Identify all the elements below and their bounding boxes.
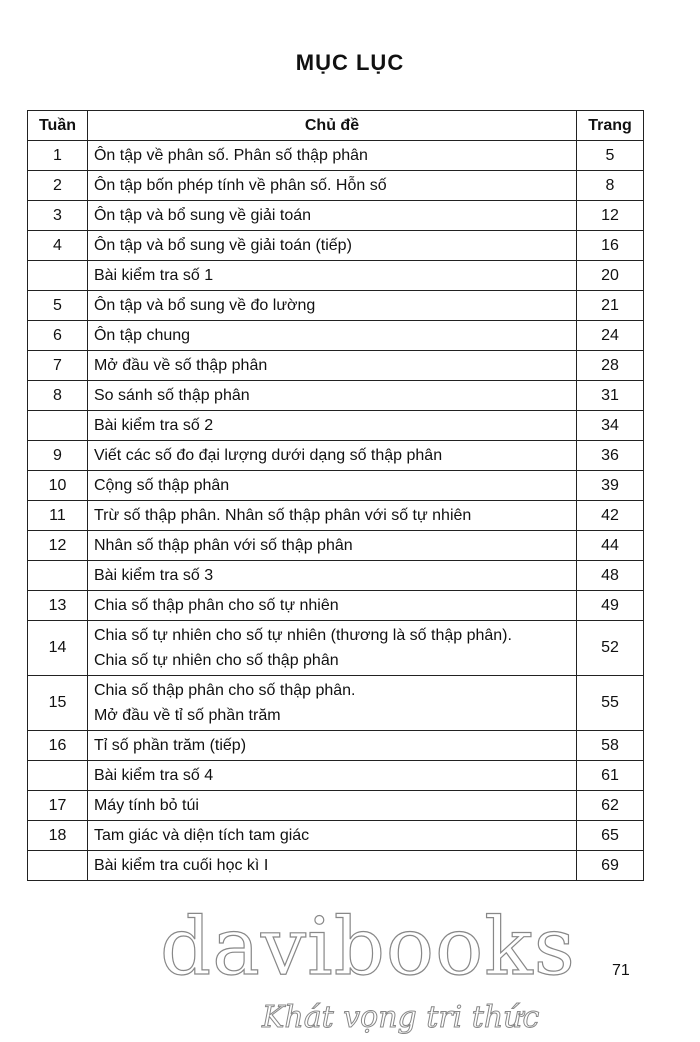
table-row: [28, 821, 644, 851]
table-row: [28, 531, 644, 561]
page-cell: 20: [577, 261, 644, 291]
topic-line: So sánh số thập phân: [93, 387, 250, 404]
topic-cell: [87, 501, 576, 531]
watermark-logo: davibooks: [160, 900, 576, 993]
page-title: MỤC LỤC: [295, 50, 405, 75]
topic-cell: [87, 381, 576, 411]
week-cell: [28, 851, 88, 881]
topic-line: Mở đầu về số thập phân: [93, 357, 268, 374]
topic-line: Bài kiểm tra cuối học kì I: [93, 857, 269, 874]
page-cell: 21: [577, 291, 644, 321]
topic-cell: [87, 761, 576, 791]
week-cell: 6: [28, 321, 88, 351]
table-row: [28, 501, 644, 531]
page-cell: 34: [577, 411, 644, 441]
topic-cell: [87, 441, 576, 471]
topic-cell: [87, 676, 576, 731]
week-cell: 16: [28, 731, 88, 761]
week-cell: 14: [28, 621, 88, 676]
week-cell: 12: [28, 531, 88, 561]
page-cell: 55: [577, 676, 644, 731]
page-cell: 16: [577, 231, 644, 261]
topic-line: Viết các số đo đại lượng dưới dạng số thập phân: [93, 447, 443, 464]
topic-cell: [87, 791, 576, 821]
topic-cell: [87, 531, 576, 561]
topic-line: Ôn tập về phân số. Phân số thập phân: [93, 147, 368, 164]
page-cell: 36: [577, 441, 644, 471]
header-row: [28, 111, 644, 141]
week-cell: 3: [28, 201, 88, 231]
table-row: [28, 231, 644, 261]
topic-cell: [87, 171, 576, 201]
topic-line: Ôn tập chung: [93, 327, 191, 344]
week-cell: 17: [28, 791, 88, 821]
page-cell: 8: [577, 171, 644, 201]
week-cell: 10: [28, 471, 88, 501]
page-cell: 65: [577, 821, 644, 851]
page-cell: 69: [577, 851, 644, 881]
topic-cell: [87, 561, 576, 591]
topic-line: Chia số tự nhiên cho số thập phân: [93, 652, 339, 669]
week-cell: 9: [28, 441, 88, 471]
week-cell: 2: [28, 171, 88, 201]
topic-line: Chia số thập phân cho số thập phân.: [93, 682, 356, 699]
page-cell: 24: [577, 321, 644, 351]
page-cell: 62: [577, 791, 644, 821]
page-cell: 48: [577, 561, 644, 591]
week-cell: [28, 561, 88, 591]
topic-line: Nhân số thập phân với số thập phân: [93, 537, 353, 554]
table-row: [28, 201, 644, 231]
topic-cell: [87, 291, 576, 321]
week-cell: [28, 761, 88, 791]
table-of-contents: [27, 110, 644, 881]
topic-line: Chia số tự nhiên cho số tự nhiên (thương là số thập phân).: [93, 627, 512, 644]
toc-body: [28, 141, 644, 881]
topic-cell: [87, 621, 576, 676]
week-cell: [28, 261, 88, 291]
topic-cell: [87, 731, 576, 761]
watermark-slogan: Khát vọng tri thức: [262, 1000, 540, 1035]
header-week: Tuần: [28, 111, 88, 141]
topic-line: Ôn tập và bổ sung về giải toán: [93, 207, 312, 224]
table-row: [28, 261, 644, 291]
topic-line: Máy tính bỏ túi: [93, 797, 199, 814]
page-cell: 39: [577, 471, 644, 501]
page-cell: 28: [577, 351, 644, 381]
page-cell: 12: [577, 201, 644, 231]
table-row: [28, 621, 644, 676]
table-row: [28, 591, 644, 621]
page-cell: 49: [577, 591, 644, 621]
topic-cell: [87, 141, 576, 171]
topic-cell: [87, 321, 576, 351]
table-row: [28, 321, 644, 351]
header-topic: Chủ đề: [87, 111, 576, 141]
topic-line: Bài kiểm tra số 4: [93, 767, 214, 784]
table-row: [28, 351, 644, 381]
table-row: [28, 561, 644, 591]
header-page: Trang: [577, 111, 644, 141]
table-row: [28, 791, 644, 821]
table-row: [28, 381, 644, 411]
topic-cell: [87, 351, 576, 381]
page-cell: 44: [577, 531, 644, 561]
topic-line: Trừ số thập phân. Nhân số thập phân với số tự nhiên: [93, 507, 472, 524]
table-row: [28, 471, 644, 501]
page-cell: 58: [577, 731, 644, 761]
table-row: [28, 761, 644, 791]
table-row: [28, 731, 644, 761]
week-cell: 15: [28, 676, 88, 731]
topic-cell: [87, 231, 576, 261]
page-cell: 52: [577, 621, 644, 676]
table-row: [28, 441, 644, 471]
table-row: [28, 851, 644, 881]
table-row: [28, 291, 644, 321]
topic-cell: [87, 471, 576, 501]
topic-cell: [87, 261, 576, 291]
topic-line: Chia số thập phân cho số tự nhiên: [93, 597, 339, 614]
table-row: [28, 411, 644, 441]
week-cell: 11: [28, 501, 88, 531]
topic-cell: [87, 411, 576, 441]
topic-line: Cộng số thập phân: [93, 477, 230, 494]
week-cell: [28, 411, 88, 441]
topic-cell: [87, 851, 576, 881]
topic-line: Bài kiểm tra số 3: [93, 567, 214, 584]
week-cell: 5: [28, 291, 88, 321]
table-row: [28, 141, 644, 171]
topic-cell: [87, 591, 576, 621]
week-cell: 13: [28, 591, 88, 621]
topic-line: Ôn tập bốn phép tính về phân số. Hỗn số: [93, 177, 387, 194]
topic-line: Tam giác và diện tích tam giác: [93, 827, 310, 844]
week-cell: 4: [28, 231, 88, 261]
page-cell: 42: [577, 501, 644, 531]
table-row: [28, 171, 644, 201]
week-cell: 1: [28, 141, 88, 171]
page-number: 71: [612, 962, 630, 979]
page-cell: 5: [577, 141, 644, 171]
topic-cell: [87, 201, 576, 231]
topic-line: Ôn tập và bổ sung về giải toán (tiếp): [93, 237, 352, 254]
topic-cell: [87, 821, 576, 851]
week-cell: 8: [28, 381, 88, 411]
page-cell: 61: [577, 761, 644, 791]
week-cell: 18: [28, 821, 88, 851]
topic-line: Bài kiểm tra số 1: [93, 267, 214, 284]
topic-line: Ôn tập và bổ sung về đo lường: [93, 297, 316, 314]
page-cell: 31: [577, 381, 644, 411]
topic-line: Tỉ số phần trăm (tiếp): [93, 737, 247, 754]
topic-line: Mở đầu về tỉ số phần trăm: [93, 707, 281, 724]
week-cell: 7: [28, 351, 88, 381]
topic-line: Bài kiểm tra số 2: [93, 417, 214, 434]
table-row: [28, 676, 644, 731]
